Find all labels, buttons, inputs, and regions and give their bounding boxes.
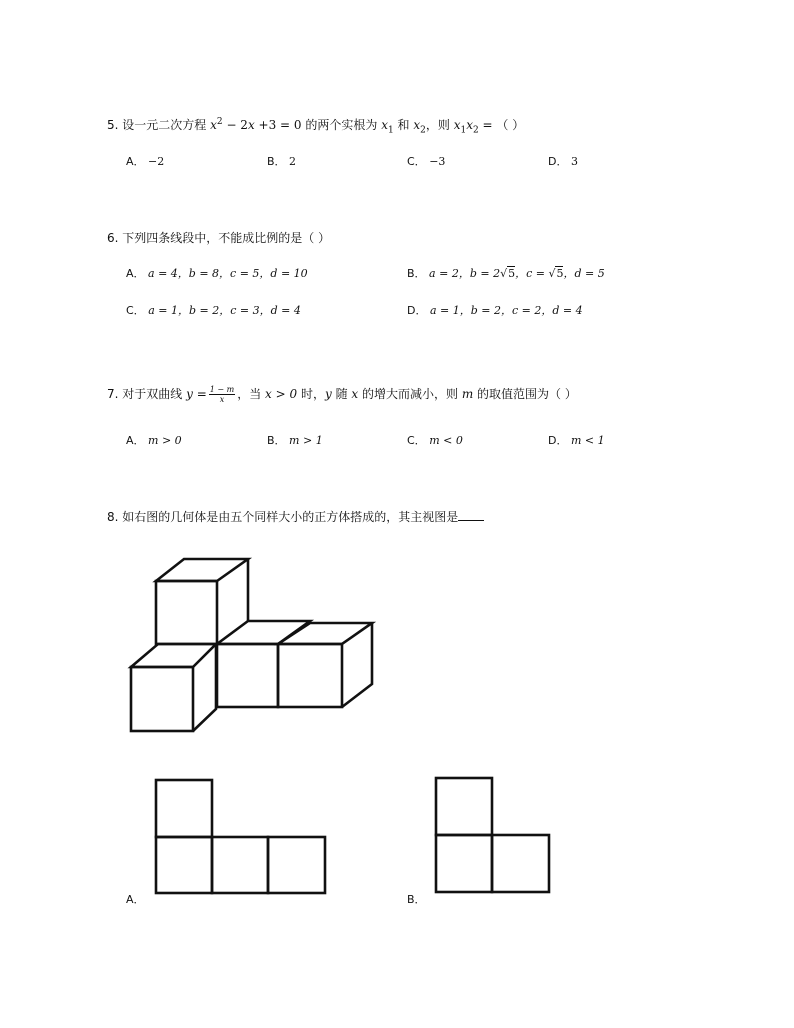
square [156,837,212,893]
fraction: $\frac{1 - m}{x}$ [209,385,235,404]
middle-cube-front [217,644,278,707]
square [268,837,325,893]
top-cube-front [156,581,217,644]
question-5-stem: 5. 设一元二次方程 $x^2 - 2x +3 = 0$ 的两个实根为 $x_1$ 和 $x_2$，则 $x_1x_2$ = （ ） [107,117,525,136]
front-cube-front [131,667,193,731]
square [156,780,212,837]
q8-option-b-label[interactable]: B． [407,893,426,906]
q7-option-b[interactable]: B． m > 1 [267,434,323,447]
q5-option-b[interactable]: B． 2 [267,155,297,168]
right-cube-side [342,623,372,707]
square [436,835,492,892]
right-cube-front [278,644,342,707]
square [212,837,268,893]
top-cube-top [156,559,248,581]
q5-option-c[interactable]: C． −3 [407,155,446,168]
front-cube-top [131,644,216,667]
q5-option-d[interactable]: D． 3 [548,155,578,168]
q6-option-b[interactable]: B． a = 2，b = 2√5，c = √5，d = 5 [407,267,605,280]
question-7-stem: 7. 对于双曲线 y = $\frac{1 - m}{x}$ ，当 x > 0 时，y 随 x 的增大而减小，则 m 的取值范围为（ ） [107,385,577,404]
q8-option-b-figure[interactable] [430,773,555,895]
right-cube-top [278,623,372,644]
question-8-stem: 8. 如右图的几何体是由五个同样大小的正方体搭成的，其主视图是 [107,508,484,525]
answer-blank[interactable] [458,508,484,521]
question-6-stem: 6. 下列四条线段中，不能成比例的是（ ） [107,231,331,245]
q7-option-c[interactable]: C． m < 0 [407,434,463,447]
q8-option-a-figure[interactable] [150,775,330,897]
q8-option-a-label[interactable]: A． [126,893,145,906]
q5-option-a[interactable]: A． −2 [126,155,165,168]
q6-option-a[interactable]: A． a = 4，b = 8，c = 5，d = 10 [126,267,308,280]
q6-option-c[interactable]: C． a = 1，b = 2，c = 3，d = 4 [126,304,301,317]
q7-option-d[interactable]: D． m < 1 [548,434,605,447]
five-cube-solid-figure [125,552,385,742]
square [436,778,492,835]
q6-option-d[interactable]: D． a = 1，b = 2，c = 2，d = 4 [407,304,583,317]
square [492,835,549,892]
q7-option-a[interactable]: A． m > 0 [126,434,182,447]
equation: $x^2 - 2x +3 = 0$ [210,117,302,132]
